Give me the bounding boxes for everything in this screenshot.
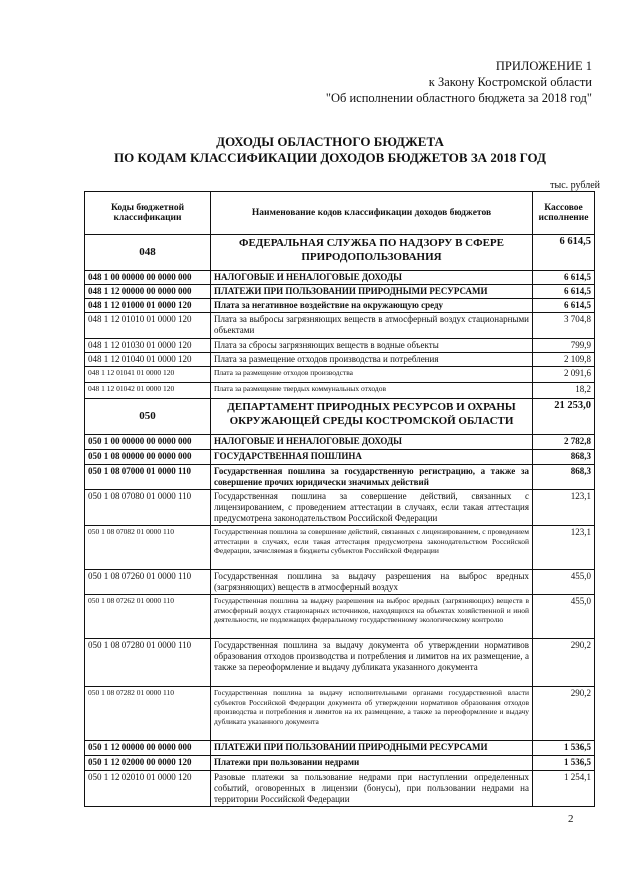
row-code: 050 1 12 02000 00 0000 120 <box>85 756 211 771</box>
row-amount: 1 254,1 <box>533 771 595 807</box>
row-name: НАЛОГОВЫЕ И НЕНАЛОГОВЫЕ ДОХОДЫ <box>211 435 533 450</box>
row-amount: 2 091,6 <box>533 367 595 383</box>
row-amount: 1 536,5 <box>533 756 595 771</box>
table-row-dept-048 <box>85 235 595 271</box>
row-name: Государственная пошлина за выдачу разрешения на выброс вредных (загрязняющих) веществ в атмосферный воздух стационарных источников, находящихся на объектах хозяйственной и иной деятельности, не подлежащих федеральному государственному экологическому контролю <box>211 595 533 639</box>
table-row <box>85 756 595 771</box>
row-amount: 868,3 <box>533 450 595 465</box>
row-name: ПЛАТЕЖИ ПРИ ПОЛЬЗОВАНИИ ПРИРОДНЫМИ РЕСУРСАМИ <box>211 285 533 299</box>
table-row <box>85 490 595 526</box>
row-code: 050 1 08 07260 01 0000 110 <box>85 570 211 595</box>
title-line-2: ПО КОДАМ КЛАССИФИКАЦИИ ДОХОДОВ БЮДЖЕТОВ ЗА 2018 ГОД <box>114 150 546 165</box>
row-name: Плата за выбросы загрязняющих веществ в атмосферный воздух стационарными объектами <box>211 313 533 339</box>
row-code: 048 1 12 01040 01 0000 120 <box>85 353 211 367</box>
row-code: 048 1 12 01030 01 0000 120 <box>85 339 211 353</box>
table-row <box>85 299 595 313</box>
row-code: 048 1 12 00000 00 0000 000 <box>85 285 211 299</box>
row-name: Плата за сбросы загрязняющих веществ в водные объекты <box>211 339 533 353</box>
revenue-table <box>84 191 595 807</box>
row-amount: 2 782,8 <box>533 435 595 450</box>
row-name: Плата за размещение отходов производства <box>211 367 533 383</box>
table-row <box>85 285 595 299</box>
row-code: 048 1 00 00000 00 0000 000 <box>85 271 211 285</box>
table-row <box>85 639 595 687</box>
appendix-law: к Закону Костромской области <box>428 75 592 89</box>
table-row-dept-050 <box>85 399 595 435</box>
row-code: 050 1 08 07080 01 0000 110 <box>85 490 211 526</box>
table-header-row <box>85 192 595 235</box>
row-name: ДЕПАРТАМЕНТ ПРИРОДНЫХ РЕСУРСОВ И ОХРАНЫ ОКРУЖАЮЩЕЙ СРЕДЫ КОСТРОМСКОЙ ОБЛАСТИ <box>211 399 533 435</box>
row-amount: 290,2 <box>533 639 595 687</box>
table-row <box>85 450 595 465</box>
row-name: ФЕДЕРАЛЬНАЯ СЛУЖБА ПО НАДЗОРУ В СФЕРЕ ПРИРОДОПОЛЬЗОВАНИЯ <box>211 235 533 271</box>
row-name: Плата за размещение отходов производства и потребления <box>211 353 533 367</box>
row-name: Государственная пошлина за совершение действий, связанных с лицензированием, с проведением аттестации в случаях, если такая аттестация предусмотрена законодательством Российской Федерации <box>211 490 533 526</box>
row-name: Государственная пошлина за выдачу документа об утверждении нормативов образования отходов производства и потребления и лимитов на их размещение, а также за переоформление и выдачу дубликата указанного документа <box>211 639 533 687</box>
row-name: ПЛАТЕЖИ ПРИ ПОЛЬЗОВАНИИ ПРИРОДНЫМИ РЕСУРСАМИ <box>211 741 533 756</box>
row-name: Государственная пошлина за совершение действий, связанных с лицензированием, с проведением аттестации в случаях, если такая аттестация предусмотрена законодательством Российской Федерации, зачисляемая в бюджеты субъектов Российской Федерации <box>211 526 533 570</box>
row-name: Плата за негативное воздействие на окружающую среду <box>211 299 533 313</box>
table-row <box>85 771 595 807</box>
units-label: тыс. рублей <box>550 180 600 191</box>
row-code: 050 <box>85 399 211 435</box>
row-amount: 6 614,5 <box>533 299 595 313</box>
header-code: Коды бюджетной классификации <box>85 192 211 235</box>
row-name: Плата за размещение твердых коммунальных отходов <box>211 383 533 399</box>
page-number: 2 <box>568 813 574 825</box>
row-code: 050 1 08 07262 01 0000 110 <box>85 595 211 639</box>
table-row <box>85 313 595 339</box>
table-row <box>85 367 595 383</box>
row-amount: 6 614,5 <box>533 271 595 285</box>
row-amount: 3 704,8 <box>533 313 595 339</box>
table-row <box>85 353 595 367</box>
table-row <box>85 570 595 595</box>
row-name: Платежи при пользовании недрами <box>211 756 533 771</box>
row-name: ГОСУДАРСТВЕННАЯ ПОШЛИНА <box>211 450 533 465</box>
row-name: Государственная пошлина за выдачу разрешения на выброс вредных (загрязняющих) веществ в атмосферный воздух <box>211 570 533 595</box>
row-code: 050 1 12 02010 01 0000 120 <box>85 771 211 807</box>
row-name: Разовые платежи за пользование недрами при наступлении определенных событий, оговоренных в лицензии (бонусы), при пользовании недрами на территории Российской Федерации <box>211 771 533 807</box>
table-row <box>85 595 595 639</box>
table-row <box>85 741 595 756</box>
row-code: 048 1 12 01010 01 0000 120 <box>85 313 211 339</box>
row-amount: 799,9 <box>533 339 595 353</box>
row-code: 050 1 08 07282 01 0000 110 <box>85 687 211 741</box>
row-name: Государственная пошлина за государственную регистрацию, а также за совершение прочих юридически значимых действий <box>211 465 533 490</box>
table-row <box>85 383 595 399</box>
row-name: НАЛОГОВЫЕ И НЕНАЛОГОВЫЕ ДОХОДЫ <box>211 271 533 285</box>
table-row <box>85 526 595 570</box>
row-amount: 123,1 <box>533 490 595 526</box>
table-row <box>85 271 595 285</box>
header-name: Наименование кодов классификации доходов бюджетов <box>211 192 533 235</box>
row-code: 048 <box>85 235 211 271</box>
row-amount: 455,0 <box>533 570 595 595</box>
appendix-law-title: "Об исполнении областного бюджета за 2018 год" <box>325 91 592 105</box>
appendix-label: ПРИЛОЖЕНИЕ 1 <box>495 59 592 73</box>
row-amount: 6 614,5 <box>533 285 595 299</box>
row-amount: 18,2 <box>533 383 595 399</box>
row-code: 050 1 08 07280 01 0000 110 <box>85 639 211 687</box>
row-amount: 290,2 <box>533 687 595 741</box>
header-amount: Кассовое исполнение <box>533 192 595 235</box>
row-code: 050 1 08 07000 01 0000 110 <box>85 465 211 490</box>
row-amount: 6 614,5 <box>533 235 595 271</box>
row-code: 048 1 12 01041 01 0000 120 <box>85 367 211 383</box>
row-code: 048 1 12 01000 01 0000 120 <box>85 299 211 313</box>
appendix-header <box>292 58 592 106</box>
row-amount: 2 109,8 <box>533 353 595 367</box>
row-amount: 1 536,5 <box>533 741 595 756</box>
table-row <box>85 465 595 490</box>
row-code: 050 1 08 07082 01 0000 110 <box>85 526 211 570</box>
row-code: 050 1 00 00000 00 0000 000 <box>85 435 211 450</box>
table-row <box>85 687 595 741</box>
document-title <box>60 134 600 166</box>
row-code: 050 1 08 00000 00 0000 000 <box>85 450 211 465</box>
row-amount: 455,0 <box>533 595 595 639</box>
row-name: Государственная пошлина за выдачу исполнительными органами государственной власти субъектов Российской Федерации документа об утверждении нормативов образования отходов производства и потребления и лимитов на их размещение, а также за переоформление и выдачу дубликата указанного документа <box>211 687 533 741</box>
title-line-1: ДОХОДЫ ОБЛАСТНОГО БЮДЖЕТА <box>216 134 444 149</box>
row-amount: 868,3 <box>533 465 595 490</box>
table-row <box>85 435 595 450</box>
row-code: 050 1 12 00000 00 0000 000 <box>85 741 211 756</box>
row-amount: 21 253,0 <box>533 399 595 435</box>
row-amount: 123,1 <box>533 526 595 570</box>
table-row <box>85 339 595 353</box>
row-code: 048 1 12 01042 01 0000 120 <box>85 383 211 399</box>
